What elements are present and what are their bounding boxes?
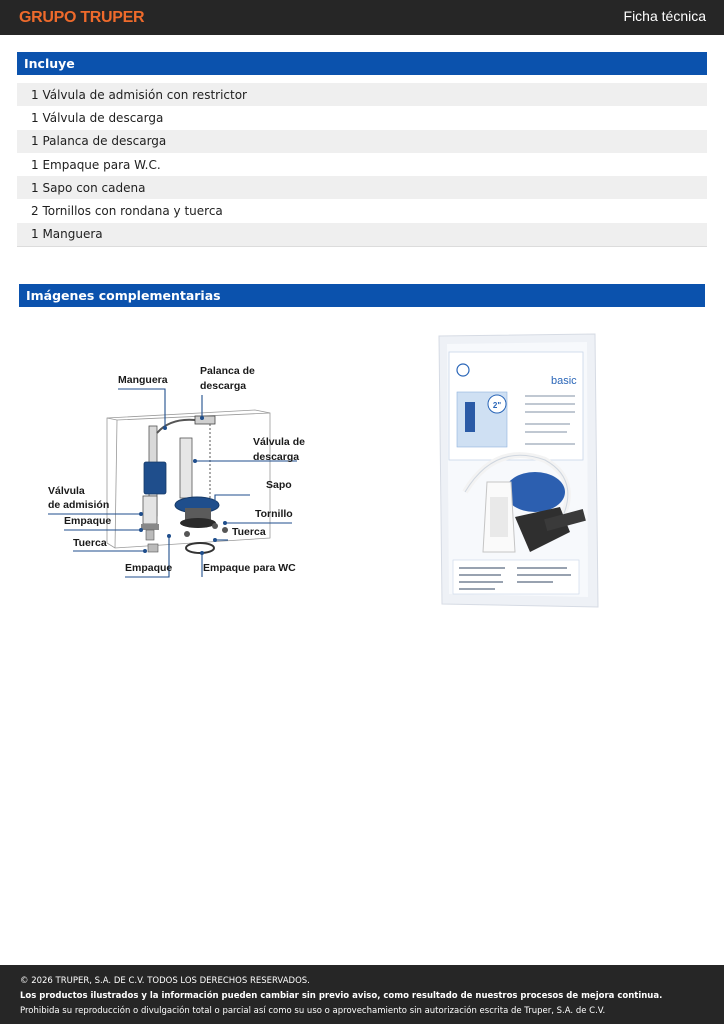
label-empaque-bottom: Empaque (125, 562, 173, 574)
document-type-label: Ficha técnica (623, 8, 706, 24)
list-item: 1 Válvula de descarga (31, 110, 164, 125)
imagenes-section-header (19, 284, 705, 307)
incluye-section-header (17, 52, 707, 75)
product-package-image (435, 332, 603, 610)
package-brand-label: basic (551, 375, 577, 387)
list-item: 2 Tornillos con rondana y tuerca (31, 204, 223, 219)
label-tuerca-left: Tuerca (73, 537, 107, 549)
list-item: 1 Palanca de descarga (17, 130, 707, 153)
footer-prohibition: Prohibida su reproducción o divulgación total o parcial así como su uso o aprovechamiento sin autorización escrita de Truper, S.A. de C.V. (20, 1006, 606, 1016)
label-empaque-left: Empaque (64, 515, 112, 527)
label-valvula-descarga-1: Válvula de (253, 436, 305, 448)
label-valvula-admision-2: de admisión (48, 499, 110, 511)
label-valvula-descarga-2: descarga (253, 451, 300, 463)
footer (0, 965, 724, 1024)
label-valvula-admision-1: Válvula (48, 485, 85, 497)
label-tornillo: Tornillo (255, 508, 293, 520)
footer-notice: Los productos ilustrados y la información pueden cambiar sin previo aviso, como resultado de nuestros procesos de mejora continua. (20, 991, 663, 1001)
list-item: 1 Sapo con cadena (17, 176, 707, 199)
list-item: 1 Manguera (17, 223, 707, 246)
list-item: 1 Válvula de admisión con restrictor (17, 83, 707, 106)
top-bar (0, 0, 724, 35)
list-item: 1 Empaque para W.C. (31, 157, 161, 172)
incluye-title: Incluye (24, 56, 75, 71)
package-size-label: 2" (492, 401, 502, 410)
label-tuerca-right: Tuerca (232, 526, 266, 538)
label-palanca-1: Palanca de (200, 365, 255, 377)
grupo-truper-logo: GRUPO TRUPER (19, 9, 145, 26)
label-manguera: Manguera (118, 374, 168, 386)
footer-copyright: © 2026 TRUPER, S.A. DE C.V. TODOS LOS DERECHOS RESERVADOS. (20, 976, 310, 986)
imagenes-title: Imágenes complementarias (26, 288, 221, 303)
label-palanca-2: descarga (200, 380, 247, 392)
label-empaque-wc: Empaque para WC (203, 562, 296, 574)
parts-diagram (45, 358, 310, 588)
label-sapo: Sapo (266, 479, 292, 491)
incluye-list (17, 83, 707, 247)
